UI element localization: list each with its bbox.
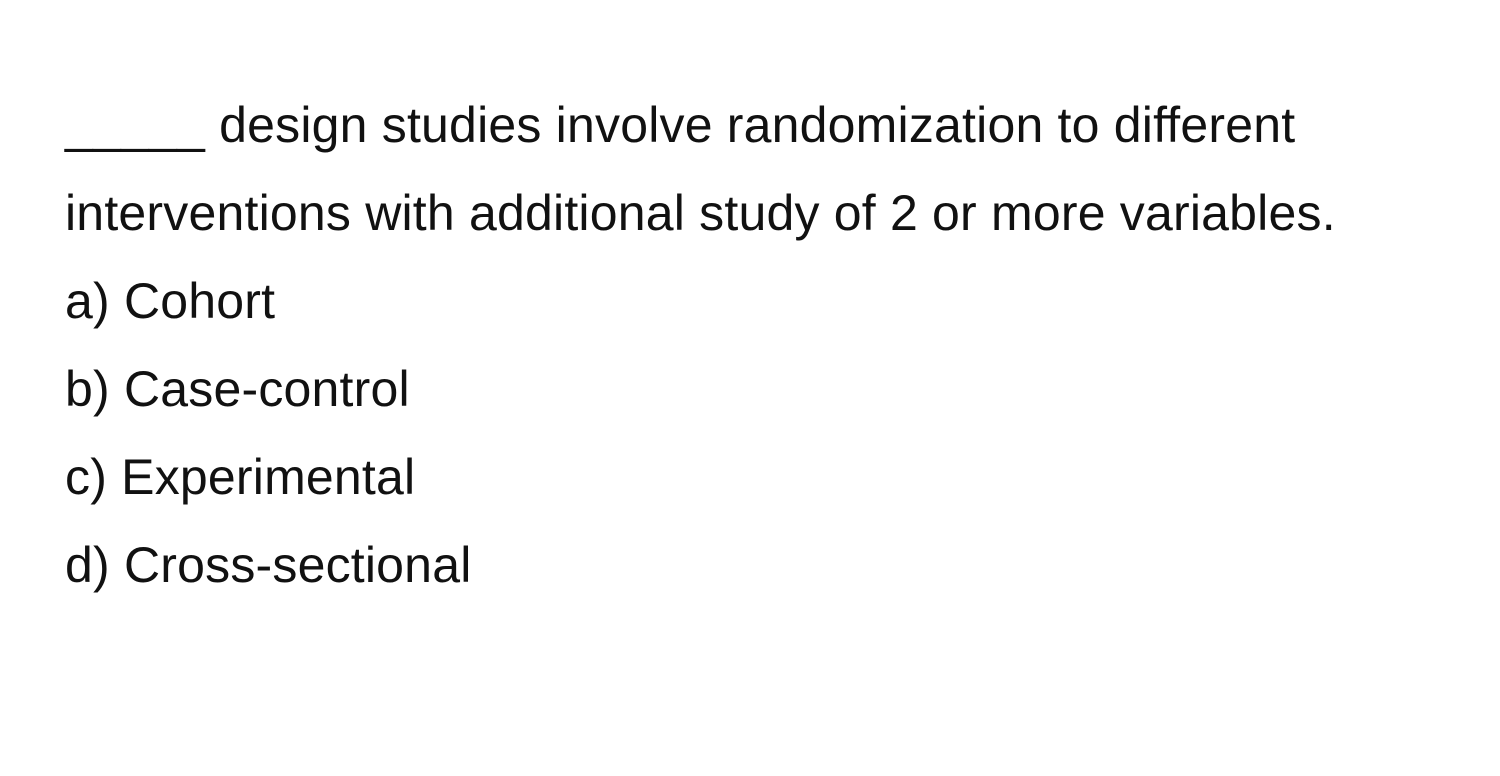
- option-d: d) Cross-sectional: [65, 537, 472, 593]
- option-c: c) Experimental: [65, 449, 416, 505]
- option-a: a) Cohort: [65, 273, 276, 329]
- question-text: _____ design studies involve randomization to different interventions with additional study of 2 or more variables.: [65, 97, 1336, 241]
- answer-options: [65, 257, 1445, 609]
- quiz-content: [65, 81, 1445, 609]
- option-b: b) Case-control: [65, 361, 410, 417]
